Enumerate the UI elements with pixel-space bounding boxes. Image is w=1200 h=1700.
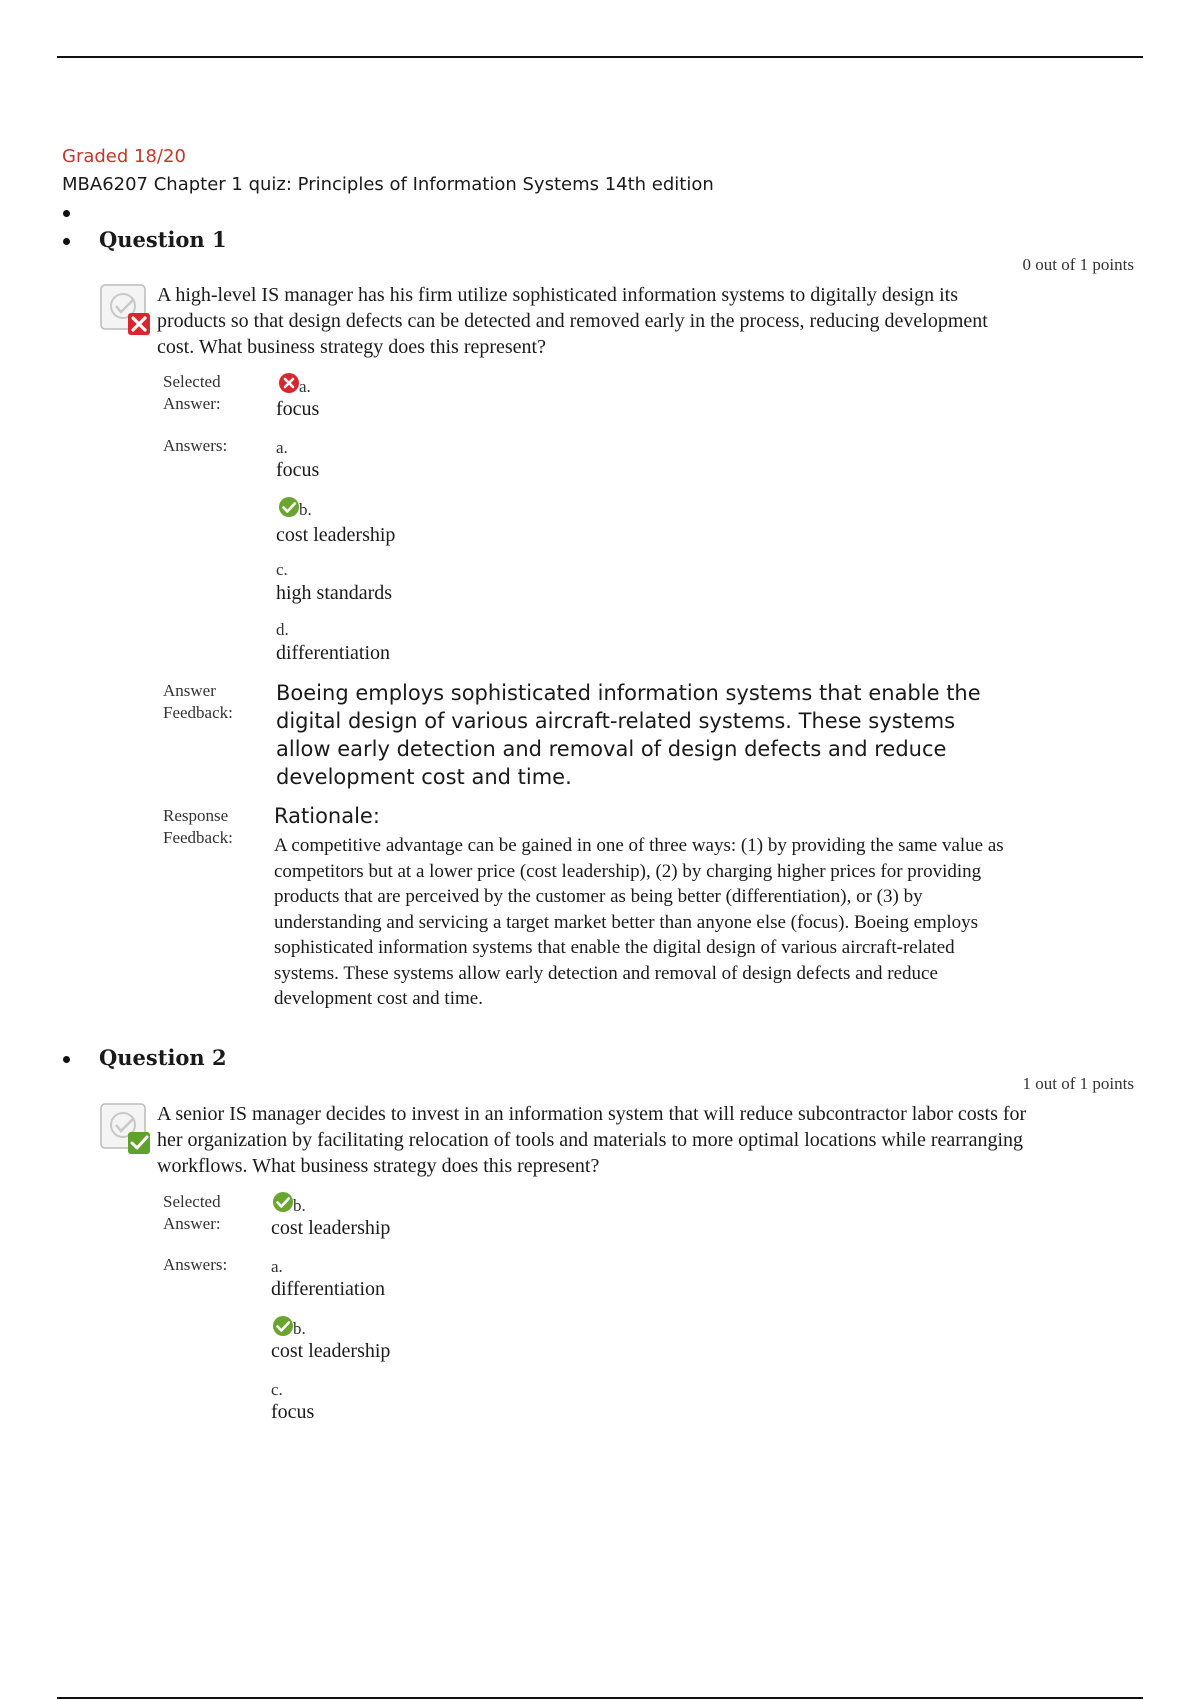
q2-answer-a: differentiation xyxy=(271,1278,386,1300)
top-rule xyxy=(57,56,1143,58)
correct-check-icon xyxy=(272,1315,294,1337)
q2-selected-answer: cost leadership xyxy=(271,1217,391,1239)
q2-answer-b-letter: b. xyxy=(293,1319,306,1338)
q1-answer-d-letter: d. xyxy=(276,620,289,639)
q1-answer-a-letter: a. xyxy=(276,438,288,457)
q2-answer-b: cost leadership xyxy=(271,1340,391,1362)
label-line: Answer: xyxy=(163,394,221,413)
question-1-points: 0 out of 1 points xyxy=(1022,255,1134,274)
q1-answer-b-letter: b. xyxy=(299,500,312,519)
q1-response-feedback-label xyxy=(163,805,263,849)
correct-check-icon xyxy=(272,1191,294,1213)
empty-bullet xyxy=(63,210,70,217)
label-line: Answer: xyxy=(163,1214,221,1233)
question-1-text: A high-level IS manager has his firm utilize sophisticated information systems to digitally design its products so that design defects can be detected and removed early in the process, reducing development cost. What business strategy does this represent? xyxy=(157,284,988,358)
label-line: Answer xyxy=(163,681,216,700)
label-line: Response xyxy=(163,806,229,825)
bottom-rule xyxy=(57,1697,1143,1699)
correct-check-icon xyxy=(278,496,300,518)
label-line: Feedback: xyxy=(163,703,233,722)
q1-answer-d: differentiation xyxy=(276,642,391,664)
question-1-heading: Question 1 xyxy=(99,227,227,252)
q1-selected-label xyxy=(163,371,263,415)
question-2-points: 1 out of 1 points xyxy=(1022,1074,1134,1093)
document-title: MBA6207 Chapter 1 quiz: Principles of Information Systems 14th edition xyxy=(62,174,714,195)
q1-answer-c-letter: c. xyxy=(276,560,288,579)
q1-selected-answer: focus xyxy=(276,398,320,420)
q1-answer-c: high standards xyxy=(276,582,393,604)
label-line: Feedback: xyxy=(163,828,233,847)
label-line: Selected xyxy=(163,372,221,391)
question-2-text: A senior IS manager decides to invest in an information system that will reduce subcontractor labor costs for her organization by facilitating relocation of tools and materials to more optimal locations while rearranging workflows. What business strategy does this represent? xyxy=(157,1103,1027,1177)
q1-answer-feedback: Boeing employs sophisticated information systems that enable the digital design of various aircraft-related systems. These systems allow early detection and removal of design defects and reduce development cost and time. xyxy=(276,681,981,789)
q2-selected-letter: b. xyxy=(293,1196,306,1215)
q2-answer-c: focus xyxy=(271,1401,315,1423)
q1-answers-label: Answers: xyxy=(163,436,228,455)
q1-rationale-title: Rationale: xyxy=(274,804,380,828)
question-1-incorrect-x-icon xyxy=(99,282,153,336)
q1-selected-letter: a. xyxy=(299,377,311,396)
q1-answer-a: focus xyxy=(276,459,320,481)
question-2-correct-check-icon xyxy=(99,1101,153,1155)
q2-answer-c-letter: c. xyxy=(271,1380,283,1399)
q1-rationale-text: A competitive advantage can be gained in one of three ways: (1) by providing the same value as competitors but at a lower price (cost leadership), (2) by charging higher prices for providing products that are perceived by the customer as being better (differentiation), or (3) by understanding and servicing a target market better than anyone else (focus). Boeing employs sophisticated information systems that enable the digital design of various aircraft-related systems. These systems allow early detection and removal of design defects and reduce development cost and time. xyxy=(274,835,1004,1009)
label-line: Selected xyxy=(163,1192,221,1211)
q2-answers-label: Answers: xyxy=(163,1255,228,1274)
q1-answer-b: cost leadership xyxy=(276,524,396,546)
q1-answer-feedback-label xyxy=(163,680,263,724)
question-1-bullet xyxy=(63,238,70,245)
question-2-heading: Question 2 xyxy=(99,1045,227,1070)
graded-score: Graded 18/20 xyxy=(62,146,186,167)
incorrect-x-icon xyxy=(278,372,300,394)
q2-selected-label xyxy=(163,1191,263,1235)
q2-answer-a-letter: a. xyxy=(271,1257,283,1276)
question-2-bullet xyxy=(63,1056,70,1063)
